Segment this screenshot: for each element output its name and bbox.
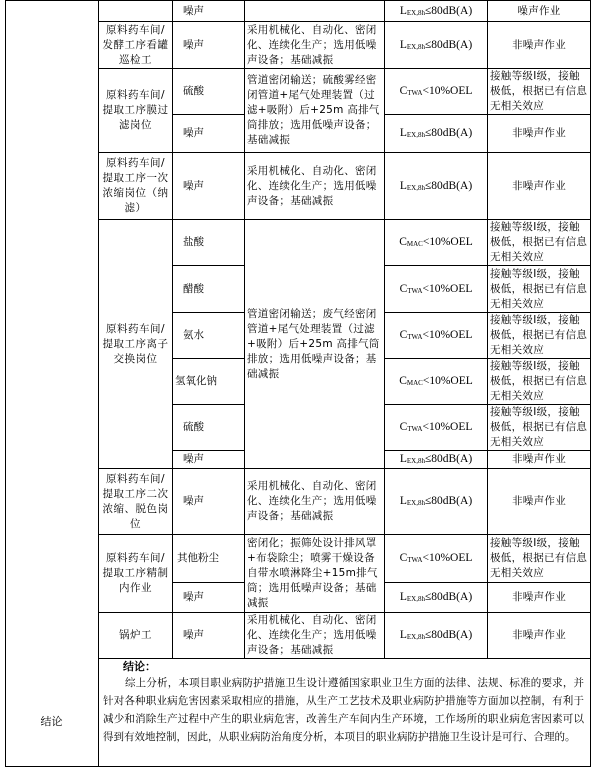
result-cell: 接触等级Ⅰ级，接触极低，根据已有信息无相关效应 (488, 313, 591, 359)
standard-limit: <10%OEL (422, 282, 473, 295)
standard-limit: <10%OEL (422, 421, 473, 433)
position-cell: 原料药车间/提取工序精制内作业 (99, 535, 173, 613)
result-cell: 非噪声作业 (488, 22, 591, 69)
conclusion-cell (99, 659, 591, 767)
result-cell: 非噪声作业 (488, 451, 591, 469)
standard-symbol: C (399, 329, 408, 341)
standard-symbol: C (399, 552, 408, 564)
hazard-cell: 噪声 (173, 153, 245, 220)
standard-cell (385, 22, 488, 69)
standard-limit: ≤80dB(A) (424, 629, 473, 641)
standard-symbol: C (399, 236, 407, 248)
standard-cell (385, 69, 488, 115)
hazard-cell: 氨水 (173, 313, 245, 359)
standard-cell (385, 405, 488, 451)
measure-cell: 密闭化；振筛处设计排风罩+布袋除尘；喷雾干燥设备自带水喷淋降尘+15m排气筒；选用低噪声设备；基础减振 (245, 535, 385, 613)
standard-cell (385, 583, 488, 613)
result-cell: 接触等级Ⅰ级，接触极低，根据已有信息无相关效应 (488, 535, 591, 583)
hazard-cell: 醋酸 (173, 266, 245, 313)
result-cell: 接触等级Ⅰ级，接触极低，根据已有信息无相关效应 (488, 220, 591, 266)
standard-symbol: L (399, 4, 407, 17)
standard-cell (385, 266, 488, 313)
position-cell: 原料药车间/提取工序离子交换岗位 (99, 220, 173, 469)
measure-cell: 管道密闭输送；废气经密闭管道+尾气处理装置（过滤+吸附）后+25m 高排气筒排放；选用低噪声设备；基础减振 (245, 220, 385, 469)
standard-cell (385, 313, 488, 359)
position-cell (99, 1, 173, 22)
standard-symbol: C (399, 421, 408, 433)
measure-cell (245, 1, 385, 22)
hazard-cell: 噪声 (173, 613, 245, 659)
standard-cell (385, 359, 488, 405)
standard-symbol: C (399, 85, 408, 97)
standard-subscript: TWA (407, 89, 423, 97)
measure-cell: 采用机械化、自动化、密闭化、连续化生产；选用低噪声设备；基础减振 (245, 22, 385, 69)
result-cell: 非噪声作业 (488, 153, 591, 220)
measure-cell: 采用机械化、自动化、密闭化、连续化生产；选用低噪声设备；基础减振 (245, 469, 385, 535)
standard-limit: ≤80dB(A) (424, 495, 473, 507)
measure-cell: 采用机械化、自动化、密闭化、连续化生产；选用低噪声设备；基础减振 (245, 613, 385, 659)
hazard-cell: 盐酸 (173, 220, 245, 266)
standard-subscript: EX,8h (406, 595, 425, 603)
standard-symbol: L (399, 495, 407, 507)
conclusion-title: 结论： (123, 660, 156, 673)
standard-subscript: TWA (407, 333, 423, 341)
measure-cell: 采用机械化、自动化、密闭化、连续化生产；选用低噪声设备；基础减振 (245, 153, 385, 220)
position-cell: 原料药车间/提取工序膜过滤岗位 (99, 69, 173, 153)
result-cell: 接触等级Ⅰ级，接触极低，根据已有信息无相关效应 (488, 69, 591, 115)
position-cell: 原料药车间/提取工序二次浓缩、脱色岗位 (99, 469, 173, 535)
standard-subscript: EX,8h (406, 499, 425, 507)
conclusion-text: 综上分析，本项目职业病防护措施卫生设计遵循国家职业卫生方面的法律、法规、标准的要求，并针对各种职业病危害因素采取相应的措施，从生产工艺技术及职业病防护措施等方面加以控制，有利于减少和消除生产过程中产生的职业病危害，改善生产车间内生产环境，工作场所的职业病危害因素可以得到有效地控制，因此，从职业病防治角度分析，本项目的职业病防护措施卫生设计是可行、合理的。 (103, 677, 584, 743)
standard-symbol: C (399, 375, 407, 387)
standard-limit: ≤80dB(A) (424, 453, 473, 465)
standard-subscript: EX,8h (406, 457, 425, 465)
standard-subscript: EX,8h (406, 183, 425, 192)
standard-subscript: EX,8h (406, 8, 425, 17)
standard-cell (385, 153, 488, 220)
hazard-cell: 硫酸 (173, 405, 245, 451)
hazard-cell: 噪声 (173, 451, 245, 469)
standard-cell (385, 451, 488, 469)
section-label-column (6, 1, 99, 767)
result-cell: 接触等级Ⅰ级，接触极低，根据已有信息无相关效应 (488, 359, 591, 405)
standard-cell (385, 115, 488, 153)
hazard-cell: 噪声 (173, 115, 245, 153)
standard-symbol: L (399, 179, 407, 192)
standard-limit: ≤80dB(A) (424, 4, 473, 17)
standard-limit: <10%OEL (422, 552, 473, 564)
standard-symbol: L (399, 591, 407, 603)
result-cell: 非噪声作业 (488, 115, 591, 153)
standard-cell (385, 613, 488, 659)
result-cell: 非噪声作业 (488, 583, 591, 613)
standard-subscript: MAC (406, 379, 423, 387)
standard-symbol: L (399, 629, 407, 641)
standard-limit: ≤80dB(A) (424, 179, 473, 192)
position-cell: 原料药车间/发酵工序看罐巡检工 (99, 22, 173, 69)
standard-symbol: L (399, 38, 407, 51)
hazard-cell: 噪声 (173, 583, 245, 613)
standard-limit: <10%OEL (422, 85, 473, 97)
standard-subscript: TWA (407, 286, 423, 295)
result-cell: 非噪声作业 (488, 613, 591, 659)
hazard-measures-table (5, 0, 591, 767)
standard-limit: ≤80dB(A) (424, 591, 473, 603)
conclusion-label: 结论 (40, 715, 63, 728)
hazard-cell: 氢氧化钠 (173, 359, 245, 405)
standard-subscript: TWA (407, 556, 423, 564)
standard-cell (385, 469, 488, 535)
standard-subscript: EX,8h (406, 131, 425, 139)
result-cell: 非噪声作业 (488, 469, 591, 535)
position-cell: 锅炉工 (99, 613, 173, 659)
standard-subscript: TWA (407, 425, 423, 433)
standard-subscript: MAC (406, 240, 423, 248)
standard-cell (385, 220, 488, 266)
standard-limit: ≤80dB(A) (424, 127, 473, 139)
standard-subscript: EX,8h (406, 42, 425, 51)
standard-limit: <10%OEL (422, 329, 473, 341)
hazard-cell: 噪声 (173, 22, 245, 69)
standard-limit: <10%OEL (422, 236, 473, 248)
standard-cell (385, 1, 488, 22)
standard-symbol: L (399, 453, 407, 465)
hazard-cell: 噪声 (173, 1, 245, 22)
standard-symbol: L (399, 127, 407, 139)
standard-limit: ≤80dB(A) (424, 38, 473, 51)
hazard-cell: 噪声 (173, 469, 245, 535)
result-cell: 噪声作业 (488, 1, 591, 22)
standard-limit: <10%OEL (422, 375, 473, 387)
hazard-cell: 硫酸 (173, 69, 245, 115)
result-cell: 接触等级Ⅰ级，接触极低，根据已有信息无相关效应 (488, 266, 591, 313)
standard-cell (385, 535, 488, 583)
result-cell: 接触等级Ⅰ级，接触极低，根据已有信息无相关效应 (488, 405, 591, 451)
measure-cell: 管道密闭输送；硫酸雾经密闭管道+尾气处理装置（过滤+吸附）后+25m 高排气筒排放；选用低噪声设备；基础减振 (245, 69, 385, 153)
hazard-cell: 其他粉尘 (173, 535, 245, 583)
standard-symbol: C (399, 282, 408, 295)
position-cell: 原料药车间/提取工序一次浓缩岗位（纳滤） (99, 153, 173, 220)
table-row (6, 1, 591, 22)
standard-subscript: EX,8h (406, 633, 425, 641)
